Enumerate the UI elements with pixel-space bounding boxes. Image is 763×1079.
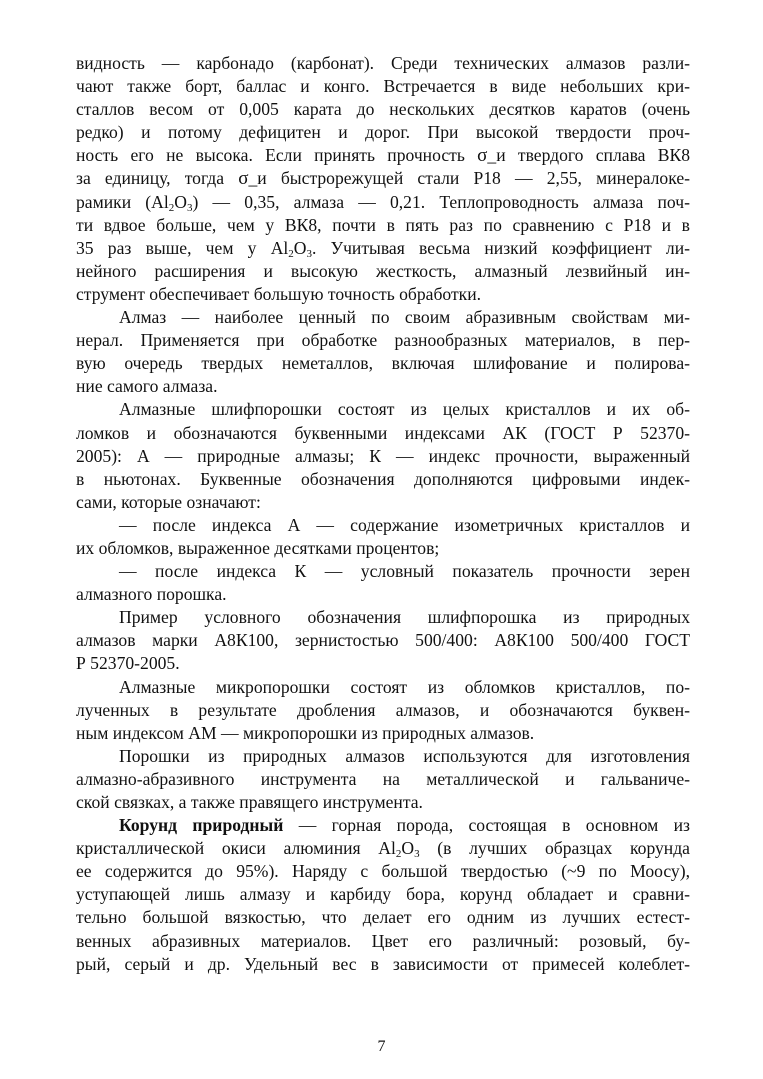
text-line: вую очередь твердых неметаллов, включая шлифование и полирова- [76,353,690,374]
text-line: их обломков, выраженное десятками процентов; [76,537,440,558]
text-line: Корунд природный — горная порода, состоящая в основном из [119,815,690,836]
paragraph [76,676,690,745]
text-line: нерал. Применяется при обработке разнообразных материалов, в пер- [76,330,690,351]
text-line: Алмаз — наиболее ценный по своим абразивным свойствам ми- [119,307,690,328]
text-line: видность — карбонадо (карбонат). Среди технических алмазов разли- [76,53,690,73]
text-line: редко) и потому дефицитен и дорог. При высокой твердости проч- [76,122,690,143]
text-line: рый, серый и др. Удельный вес в зависимости от примесей колеблет- [76,953,690,974]
text-line: ской связках, а также правящего инструмента. [76,792,423,812]
page-number: 7 [377,1038,386,1055]
text-line: сами, которые означают: [76,491,261,512]
text-line: Алмазные микропорошки состоят из обломков кристаллов, по- [119,676,690,697]
text-line: лученных в результате дробления алмазов, и обозначаются буквен- [76,699,690,720]
text-line: нейного расширения и высокую жесткость, алмазный лезвийный ин- [76,260,690,281]
text-line: Пример условного обозначения шлифпорошка из природных [119,607,690,628]
text-line: Р 52370-2005. [76,653,180,674]
text-line: рамики $(Al_2O_3)$ — 0,35, алмаза — 0,21. Теплопроводность алмаза поч- [76,191,690,214]
paragraph [76,814,690,976]
paragraph [76,398,690,513]
text-line: ность его не высока. Если принять прочность σ_и твердого сплава ВК8 [76,145,690,167]
paragraph [76,560,690,606]
text-line: Порошки из природных алмазов используются для изготовления [119,745,690,766]
text-line: чают также борт, баллас и конго. Встречается в виде небольших кри- [76,76,690,97]
text-line: в ньютонах. Буквенные обозначения дополняются цифровыми индек- [76,468,690,489]
text-line: кристаллической окиси алюминия $Al_2O_3$ (в лучших образцах корунда [76,838,690,861]
text-line: ти вдвое больше, чем у ВК8, почти в пять раз по сравнению с Р18 и в [76,214,690,235]
text-line: ным индексом АМ — микропорошки из природных алмазов. [76,722,535,743]
text-line: ние самого алмаза. [76,376,218,397]
text-line: тельно большой вязкостью, что делает его одним из лучших естест- [76,907,690,928]
text-line: — после индекса К — условный показатель прочности зерен [119,561,690,582]
text-line: — после индекса А — содержание изометричных кристаллов и [119,514,690,535]
paragraph [76,606,690,675]
text-line: сталлов весом от 0,005 карата до нескольких десятков каратов (очень [76,99,690,120]
text-line: струмент обеспечивает большую точность обработки. [76,283,482,304]
text-line: алмазно-абразивного инструмента на металлической и гальваниче- [76,768,690,789]
text-line: Алмазные шлифпорошки состоят из целых кристаллов и их об- [119,399,690,420]
text-line: алмазного порошка. [76,584,227,605]
text-line: 35 раз выше, чем у $Al_2O_3$. Учитывая весьма низкий коэффициент ли- [76,237,690,260]
text-line: за единицу, тогда σ_и быстрорежущей стали Р18 — 2,55, минералоке- [76,168,690,190]
paragraph [76,514,690,560]
paragraph [76,52,690,306]
text-line: ее содержится до 95%). Наряду с большой твердостью (~9 по Моосу), [76,861,690,882]
text-line: венных абразивных материалов. Цвет его различный: розовый, бу- [76,930,690,951]
text-line: алмазов марки А8К100, зернистостью 500/400: А8К100 500/400 ГОСТ [76,630,690,651]
term-heading: Корунд природный [119,815,284,836]
paragraph [76,745,690,814]
text-line: ломков и обозначаются буквенными индексами АК (ГОСТ Р 52370- [76,422,690,443]
page-body [76,52,690,976]
text-line: уступающей лишь алмазу и карбиду бора, корунд обладает и сравни- [76,884,690,905]
text-line: 2005): А — природные алмазы; К — индекс прочности, выраженный [76,445,690,466]
paragraph [76,306,690,398]
